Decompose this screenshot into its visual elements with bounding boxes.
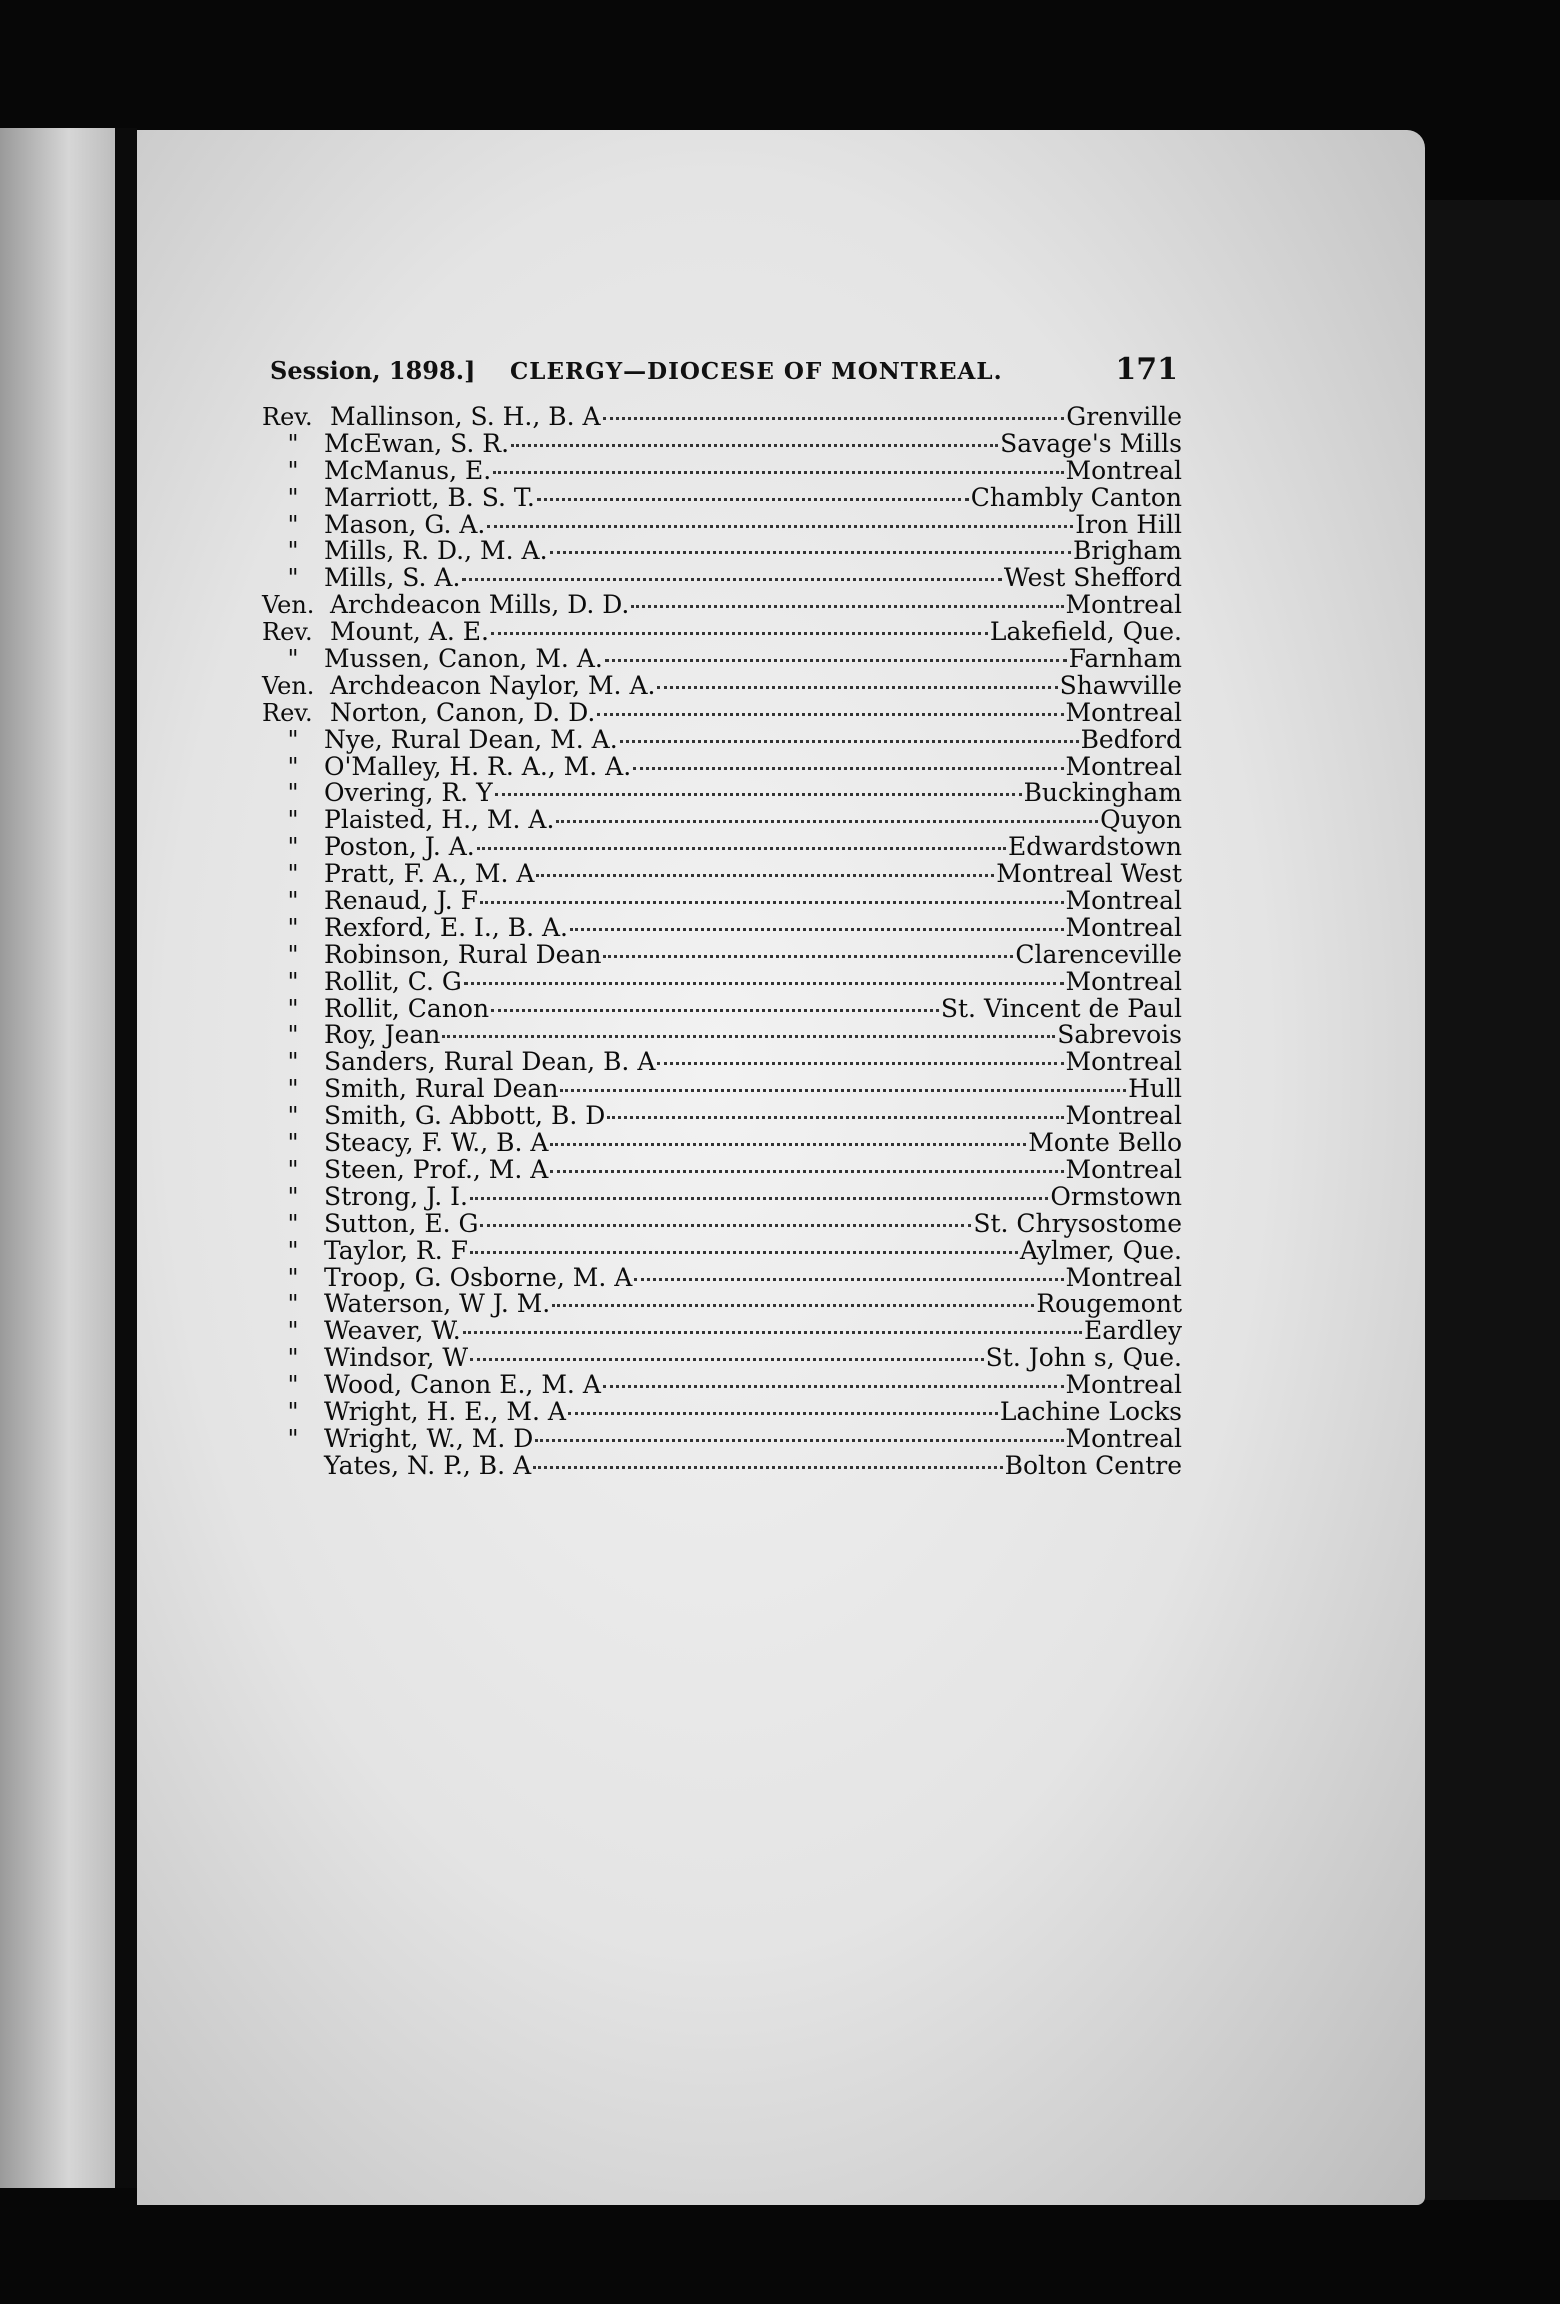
- clergy-name: Sutton, E. G: [324, 1208, 479, 1238]
- parish-location: Rougemont: [1036, 1289, 1182, 1319]
- title-prefix: ": [287, 940, 299, 969]
- clergy-name: Yates, N. P., B. A: [324, 1450, 532, 1480]
- dot-leader: [470, 1197, 1048, 1200]
- list-item: [262, 834, 1182, 861]
- dot-leader: [491, 1009, 939, 1012]
- clergy-name: Renaud, J. F: [324, 886, 478, 916]
- list-item: [262, 619, 1182, 646]
- title-prefix: ": [287, 1263, 299, 1292]
- dot-leader: [560, 1089, 1126, 1092]
- list-item: [262, 807, 1182, 834]
- clergy-name: Overing, R. Y: [324, 778, 493, 808]
- dot-leader: [657, 686, 1057, 689]
- list-item: [262, 1396, 1182, 1426]
- title-prefix: ": [287, 1371, 299, 1400]
- parish-location: Sabrevois: [1057, 1020, 1182, 1050]
- list-item: [262, 966, 1182, 996]
- title-prefix: ": [287, 1317, 299, 1346]
- parish-location: Montreal: [1065, 1262, 1182, 1292]
- dot-leader: [570, 928, 1064, 931]
- list-item: [262, 509, 1182, 539]
- title-prefix: Ven.: [262, 671, 315, 700]
- title-prefix: Rev.: [262, 403, 313, 431]
- title-prefix: ": [287, 1021, 299, 1050]
- parish-location: Montreal: [1065, 886, 1182, 916]
- dot-leader: [550, 1170, 1063, 1173]
- dot-leader: [511, 444, 998, 447]
- dot-leader: [463, 1331, 1082, 1334]
- list-item: [262, 1103, 1182, 1130]
- parish-location: St. Vincent de Paul: [940, 993, 1182, 1023]
- title-prefix: ": [287, 806, 299, 835]
- parish-location: Buckingham: [1023, 778, 1182, 808]
- dot-leader: [462, 578, 1001, 581]
- title-prefix: ": [287, 1344, 299, 1373]
- dot-leader: [487, 525, 1073, 528]
- parish-location: Ormstown: [1050, 1181, 1182, 1211]
- title-prefix: ": [287, 779, 299, 808]
- dot-leader: [607, 1116, 1063, 1119]
- parish-location: St. John s, Que.: [985, 1343, 1182, 1373]
- clergy-name: Troop, G. Osborne, M. A: [324, 1262, 633, 1292]
- dot-leader: [491, 632, 988, 635]
- title-prefix: Rev.: [262, 698, 313, 727]
- parish-location: Aylmer, Que.: [1019, 1235, 1182, 1265]
- list-item: [262, 780, 1182, 807]
- title-prefix: ": [287, 1102, 299, 1131]
- clergy-name: McManus, E.: [324, 455, 492, 485]
- parish-location: Bedford: [1080, 724, 1182, 754]
- dot-leader: [603, 1385, 1064, 1388]
- title-prefix: ": [287, 1397, 299, 1426]
- dot-leader: [480, 1224, 971, 1227]
- dot-leader: [442, 1035, 1055, 1038]
- parish-location: Montreal West: [996, 859, 1182, 889]
- clergy-name: Steacy, F. W., B. A: [324, 1128, 549, 1158]
- clergy-name: Nye, Rural Dean, M. A.: [324, 724, 618, 754]
- clergy-name: Robinson, Rural Dean: [324, 939, 602, 969]
- clergy-name: Wright, H. E., M. A: [324, 1396, 566, 1426]
- parish-location: Edwardstown: [1008, 832, 1182, 862]
- list-item: [262, 912, 1182, 942]
- clergy-name: Roy, Jean: [324, 1020, 441, 1050]
- list-item: [262, 428, 1182, 458]
- title-prefix: ": [287, 1075, 299, 1104]
- list-item: [262, 888, 1182, 915]
- clergy-name: McEwan, S. R.: [324, 428, 510, 458]
- dot-leader: [464, 982, 1064, 985]
- dot-leader: [493, 471, 1063, 474]
- parish-location: Montreal: [1065, 966, 1182, 996]
- list-item: [262, 1076, 1182, 1103]
- parish-location: Shawville: [1059, 670, 1182, 700]
- dot-leader: [550, 1143, 1026, 1146]
- title-prefix: ": [287, 1129, 299, 1158]
- title-prefix: ": [287, 483, 299, 512]
- title-prefix: ": [287, 1209, 299, 1238]
- dot-leader: [535, 1439, 1063, 1442]
- clergy-name: O'Malley, H. R. A., M. A.: [324, 751, 632, 781]
- parish-location: Iron Hill: [1075, 509, 1182, 539]
- clergy-name: Taylor, R. F: [324, 1235, 468, 1265]
- parish-location: Quyon: [1100, 805, 1182, 835]
- title-prefix: ": [287, 860, 299, 889]
- title-prefix: ": [287, 564, 299, 593]
- list-item: [262, 538, 1182, 565]
- list-item: [262, 646, 1182, 673]
- clergy-name: Rollit, Canon: [324, 993, 490, 1023]
- parish-location: Montreal: [1065, 1154, 1182, 1184]
- parish-location: Monte Bello: [1028, 1128, 1182, 1158]
- clergy-name: Rollit, C. G: [324, 966, 462, 996]
- title-prefix: ": [287, 510, 299, 539]
- title-prefix: ": [287, 833, 299, 862]
- list-item: [262, 565, 1182, 592]
- list-item: [262, 1049, 1182, 1076]
- title-prefix: ": [287, 645, 299, 674]
- clergy-name: Windsor, W: [324, 1343, 469, 1373]
- title-prefix: ": [287, 752, 299, 781]
- title-prefix: ": [287, 1182, 299, 1211]
- list-item: [262, 1262, 1182, 1292]
- list-item: [262, 404, 1182, 431]
- clergy-name: Strong, J. I.: [324, 1181, 468, 1211]
- title-prefix: ": [287, 537, 299, 566]
- clergy-name: Steen, Prof., M. A: [324, 1154, 549, 1184]
- clergy-name: Mallinson, S. H., B. A: [330, 402, 601, 431]
- running-header: [270, 352, 1178, 396]
- facing-page-edge: [0, 128, 115, 2188]
- list-item: [262, 939, 1182, 969]
- page-number: 171: [1115, 352, 1178, 387]
- list-item: [262, 1318, 1182, 1345]
- dot-leader: [603, 417, 1065, 420]
- parish-location: Chambly Canton: [970, 482, 1182, 512]
- dot-leader: [605, 659, 1067, 662]
- list-item: [262, 1154, 1182, 1184]
- parish-location: Hull: [1128, 1074, 1182, 1104]
- scan-border: [1425, 200, 1560, 2200]
- parish-location: St. Chrysostome: [973, 1208, 1182, 1238]
- title-prefix: ": [287, 1155, 299, 1184]
- dot-leader: [657, 1062, 1063, 1065]
- parish-location: Farnham: [1068, 644, 1182, 674]
- list-item: [262, 1291, 1182, 1318]
- clergy-name: Rexford, E. I., B. A.: [324, 912, 568, 942]
- clergy-name: Plaisted, H., M. A.: [324, 805, 555, 835]
- list-item: [262, 861, 1182, 888]
- list-item: [262, 697, 1182, 727]
- title-prefix: ": [287, 913, 299, 942]
- title-prefix: ": [287, 1048, 299, 1077]
- list-item: [262, 1450, 1182, 1480]
- title-prefix: ": [287, 1424, 299, 1453]
- parish-location: Montreal: [1065, 1370, 1182, 1400]
- list-item: [262, 1372, 1182, 1399]
- clergy-name: Archdeacon Naylor, M. A.: [330, 670, 656, 700]
- clergy-name: Mussen, Canon, M. A.: [324, 644, 603, 674]
- clergy-name: Norton, Canon, D. D.: [330, 697, 596, 727]
- parish-location: Lakefield, Que.: [989, 617, 1182, 647]
- dot-leader: [552, 1304, 1034, 1307]
- list-item: [262, 751, 1182, 781]
- list-item: [262, 1423, 1182, 1453]
- list-item: [262, 1022, 1182, 1049]
- parish-location: Montreal: [1065, 1047, 1182, 1077]
- dot-leader: [631, 605, 1063, 608]
- dot-leader: [550, 551, 1071, 554]
- list-item: [262, 993, 1182, 1023]
- list-item: [262, 1181, 1182, 1211]
- parish-location: West Shefford: [1003, 563, 1182, 593]
- parish-location: Clarenceville: [1015, 939, 1182, 969]
- parish-location: Montreal: [1065, 1423, 1182, 1453]
- list-item: [262, 455, 1182, 485]
- parish-location: Montreal: [1065, 455, 1182, 485]
- clergy-name: Wood, Canon E., M. A: [324, 1370, 601, 1400]
- list-item: [262, 592, 1182, 619]
- dot-leader: [470, 1358, 984, 1361]
- clergy-name: Poston, J. A.: [324, 832, 475, 862]
- dot-leader: [634, 1278, 1063, 1281]
- dot-leader: [537, 498, 969, 501]
- parish-location: Eardley: [1083, 1316, 1182, 1346]
- title-prefix: Rev.: [262, 618, 313, 647]
- clergy-name: Mills, S. A.: [324, 563, 461, 593]
- parish-location: Montreal: [1065, 912, 1182, 942]
- clergy-name: Smith, G. Abbott, B. D: [324, 1101, 606, 1131]
- title-prefix: ": [287, 1290, 299, 1319]
- clergy-name: Mills, R. D., M. A.: [324, 536, 548, 566]
- parish-location: Montreal: [1065, 1101, 1182, 1131]
- dot-leader: [620, 740, 1079, 743]
- dot-leader: [536, 874, 994, 877]
- title-prefix: ": [287, 429, 299, 458]
- title-prefix: ": [287, 725, 299, 754]
- clergy-name: Pratt, F. A., M. A: [324, 859, 535, 889]
- list-item: [262, 670, 1182, 700]
- clergy-name: Mount, A. E.: [330, 617, 489, 647]
- dot-leader: [533, 1466, 1002, 1469]
- session-label: Session, 1898.]: [270, 356, 476, 385]
- parish-location: Montreal: [1065, 590, 1182, 620]
- parish-location: Bolton Centre: [1004, 1450, 1182, 1480]
- list-item: [262, 1235, 1182, 1265]
- dot-leader: [568, 1412, 998, 1415]
- clergy-name: Weaver, W.: [324, 1316, 461, 1346]
- list-item: [262, 482, 1182, 512]
- clergy-name: Marriott, B. S. T.: [324, 482, 535, 512]
- page-title: CLERGY—DIOCESE OF MONTREAL.: [510, 358, 1003, 385]
- parish-location: Montreal: [1065, 697, 1182, 727]
- list-item: [262, 724, 1182, 754]
- dot-leader: [633, 767, 1063, 770]
- parish-location: Grenville: [1066, 402, 1182, 431]
- list-item: [262, 1345, 1182, 1372]
- dot-leader: [477, 847, 1006, 850]
- parish-location: Lachine Locks: [999, 1396, 1182, 1426]
- title-prefix: ": [287, 967, 299, 996]
- book-gutter: [115, 128, 137, 2188]
- parish-location: Brigham: [1072, 536, 1182, 566]
- dot-leader: [480, 901, 1064, 904]
- title-prefix: ": [287, 994, 299, 1023]
- title-prefix: Ven.: [262, 591, 315, 620]
- dot-leader: [470, 1251, 1018, 1254]
- parish-location: Savage's Mills: [1000, 428, 1182, 458]
- list-item: [262, 1130, 1182, 1157]
- title-prefix: ": [287, 1236, 299, 1265]
- dot-leader: [597, 713, 1063, 716]
- clergy-list: [262, 404, 1182, 1480]
- clergy-name: Smith, Rural Dean: [324, 1074, 559, 1104]
- clergy-name: Wright, W., M. D: [324, 1423, 534, 1453]
- list-item: [262, 1208, 1182, 1238]
- clergy-name: Archdeacon Mills, D. D.: [330, 590, 630, 620]
- dot-leader: [495, 793, 1022, 796]
- clergy-name: Mason, G. A.: [324, 509, 486, 539]
- clergy-name: Sanders, Rural Dean, B. A: [324, 1047, 656, 1077]
- title-prefix: ": [287, 456, 299, 485]
- clergy-name: Waterson, W J. M.: [324, 1289, 551, 1319]
- dot-leader: [556, 820, 1098, 823]
- parish-location: Montreal: [1065, 751, 1182, 781]
- title-prefix: ": [287, 887, 299, 916]
- dot-leader: [603, 955, 1013, 958]
